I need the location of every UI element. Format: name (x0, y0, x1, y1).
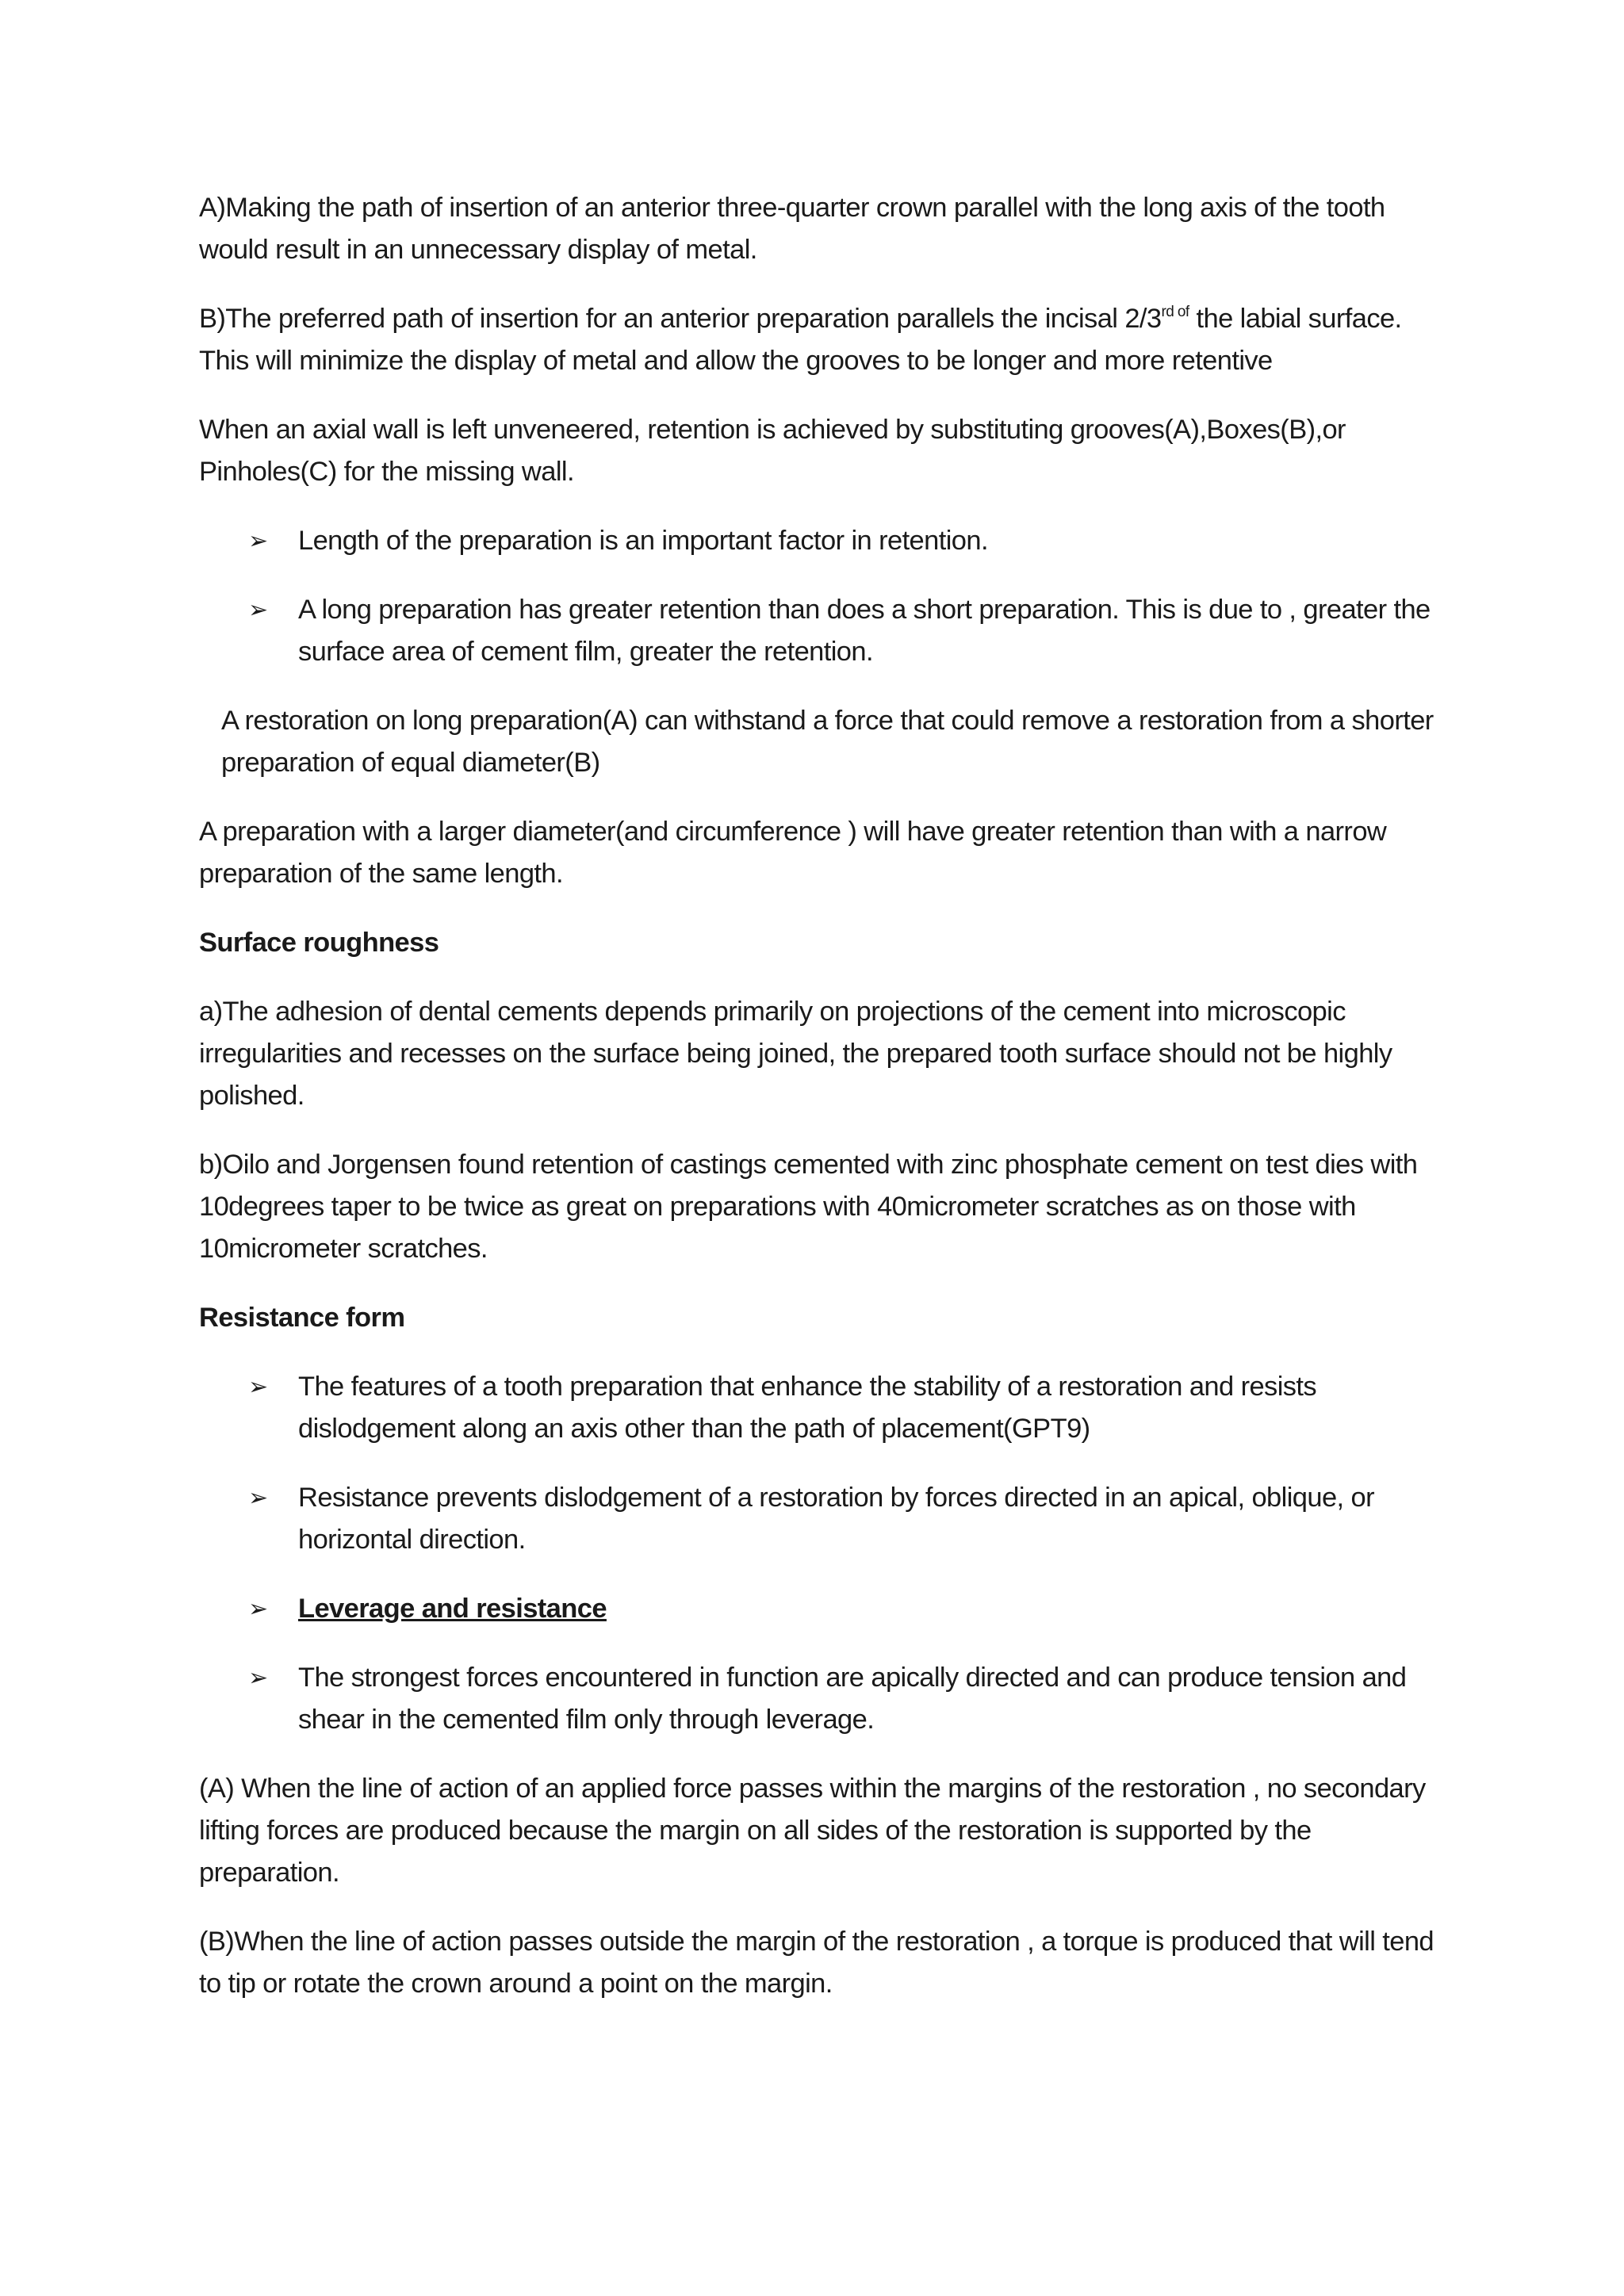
paragraph-line-of-action-a: (A) When the line of action of an applied force passes within the margins of the restoration , no secondary lifting forces are produced because the margin on all sides of the restoration is supported by the preparation. (199, 1774, 1426, 1888)
paragraph-surface-a: a)The adhesion of dental cements depends primarily on projections of the cement into microscopic irregularities and recesses on the surface being joined, the prepared tooth surface should not be highly polished. (199, 997, 1392, 1111)
bullet-list-length (199, 520, 1442, 673)
paragraph-line-of-action-b: (B)When the line of action passes outside the margin of the restoration , a torque is produced that will tend to tip or rotate the crown around a point on the margin. (199, 1927, 1434, 1999)
paragraph-path-of-insertion-b (199, 298, 1442, 382)
bullet-item (199, 1477, 1442, 1561)
bullet-item-leverage-heading (199, 1588, 1442, 1630)
heading-resistance-form: Resistance form (199, 1303, 405, 1333)
heading-surface-roughness: Surface roughness (199, 928, 439, 958)
arrowhead-bullet-icon: ➢ (248, 1485, 268, 1511)
paragraph-surface-b: b)Oilo and Jorgensen found retention of castings cemented with zinc phosphate cement on test dies with 10degrees taper to be twice as great on preparations with 40micrometer scratches as on those with 10micrometer scratches. (199, 1150, 1418, 1264)
arrowhead-bullet-icon: ➢ (248, 1596, 268, 1622)
bullet-text: The features of a tooth preparation that enhance the stability of a restoration and resists dislodgement along an axis other than the path of placement(GPT9) (298, 1372, 1317, 1444)
bullet-text: Length of the preparation is an important factor in retention. (298, 526, 988, 556)
paragraph-b-text-end: the labial surface. This will minimize the display of metal and allow the grooves to be longer and more retentive (199, 304, 1402, 376)
paragraph-axial-wall: When an axial wall is left unveneered, retention is achieved by substituting grooves(A),Boxes(B),or Pinholes(C) for the missing wall. (199, 415, 1346, 487)
paragraph-path-of-insertion-a: A)Making the path of insertion of an anterior three-quarter crown parallel with the long axis of the tooth would result in an unnecessary display of metal. (199, 193, 1385, 265)
bullet-item (199, 1657, 1442, 1741)
arrowhead-bullet-icon: ➢ (248, 1374, 268, 1400)
paragraph-b-text-start: B)The preferred path of insertion for an anterior preparation parallels the incisal 2/3 (199, 304, 1162, 334)
arrowhead-bullet-icon: ➢ (248, 597, 268, 623)
bullet-text: Resistance prevents dislodgement of a restoration by forces directed in an apical, oblique, or horizontal direction. (298, 1483, 1374, 1555)
bullet-text: The strongest forces encountered in function are apically directed and can produce tension and shear in the cemented film only through leverage. (298, 1663, 1407, 1735)
bullet-list-resistance (199, 1366, 1442, 1741)
bullet-item (199, 589, 1442, 673)
arrowhead-bullet-icon: ➢ (248, 1665, 268, 1691)
paragraph-larger-diameter: A preparation with a larger diameter(and circumference ) will have greater retention than with a narrow preparation of the same length. (199, 817, 1387, 889)
bullet-item (199, 520, 1442, 562)
paragraph-b-superscript: rd of (1161, 304, 1189, 320)
subheading-leverage-resistance: Leverage and resistance (298, 1594, 607, 1624)
bullet-text: A long preparation has greater retention than does a short preparation. This is due to , greater the surface area of cement film, greater the retention. (298, 595, 1431, 667)
bullet-item (199, 1366, 1442, 1450)
arrowhead-bullet-icon: ➢ (248, 528, 268, 554)
paragraph-long-preparation: A restoration on long preparation(A) can withstand a force that could remove a restoration from a shorter preparation of equal diameter(B) (221, 706, 1434, 778)
